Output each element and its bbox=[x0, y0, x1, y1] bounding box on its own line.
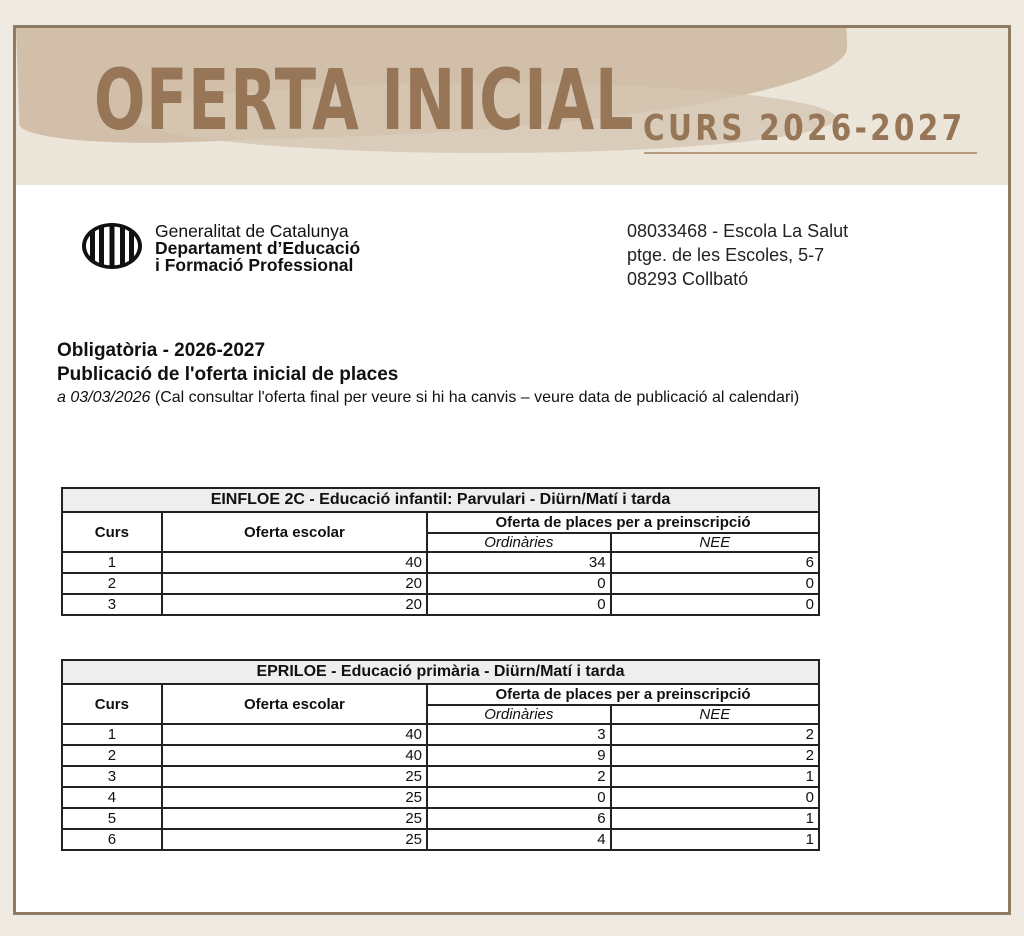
table-title: EPRILOE - Educació primària - Diürn/Matí i tarda bbox=[62, 660, 819, 684]
col-header-nee: NEE bbox=[611, 705, 819, 724]
cell-curs: 1 bbox=[62, 552, 162, 573]
table-row bbox=[62, 724, 819, 745]
page-frame bbox=[13, 25, 1011, 915]
generalitat-logo-icon bbox=[80, 221, 144, 271]
cell-oferta: 25 bbox=[162, 787, 427, 808]
cell-oferta: 25 bbox=[162, 766, 427, 787]
cell-curs: 1 bbox=[62, 724, 162, 745]
publication-date: a 03/03/2026 bbox=[57, 389, 151, 406]
col-header-places: Oferta de places per a preinscripció bbox=[427, 512, 819, 533]
cell-nee: 6 bbox=[611, 552, 819, 573]
cell-curs: 6 bbox=[62, 829, 162, 850]
cell-curs: 3 bbox=[62, 766, 162, 787]
cell-nee: 2 bbox=[611, 745, 819, 766]
col-header-oferta: Oferta escolar bbox=[162, 512, 427, 552]
banner-underline bbox=[644, 152, 977, 154]
cell-oferta: 25 bbox=[162, 808, 427, 829]
col-header-nee: NEE bbox=[611, 533, 819, 552]
cell-curs: 3 bbox=[62, 594, 162, 615]
school-city: 08293 Collbató bbox=[627, 269, 749, 289]
cell-curs: 5 bbox=[62, 808, 162, 829]
publication-note bbox=[57, 387, 799, 409]
col-header-curs: Curs bbox=[62, 512, 162, 552]
cell-oferta: 40 bbox=[162, 724, 427, 745]
cell-ordinaries: 4 bbox=[427, 829, 611, 850]
cell-ordinaries: 0 bbox=[427, 787, 611, 808]
cell-ordinaries: 9 bbox=[427, 745, 611, 766]
school-address: ptge. de les Escoles, 5-7 bbox=[627, 245, 825, 265]
heading-line-2: Publicació de l'oferta inicial de places bbox=[57, 364, 399, 385]
cell-nee: 0 bbox=[611, 594, 819, 615]
table-row bbox=[62, 787, 819, 808]
cell-nee: 1 bbox=[611, 766, 819, 787]
col-header-curs: Curs bbox=[62, 684, 162, 724]
cell-oferta: 20 bbox=[162, 594, 427, 615]
cell-ordinaries: 34 bbox=[427, 552, 611, 573]
heading-line-1: Obligatòria - 2026-2027 bbox=[57, 340, 266, 361]
cell-curs: 4 bbox=[62, 787, 162, 808]
cell-oferta: 40 bbox=[162, 745, 427, 766]
table-row bbox=[62, 552, 819, 573]
cell-ordinaries: 3 bbox=[427, 724, 611, 745]
cell-curs: 2 bbox=[62, 573, 162, 594]
col-header-ordinaries: Ordinàries bbox=[427, 533, 611, 552]
cell-ordinaries: 0 bbox=[427, 573, 611, 594]
department-name: Departament d’Educació bbox=[155, 238, 361, 258]
cell-nee: 2 bbox=[611, 724, 819, 745]
header-banner bbox=[16, 28, 1008, 185]
banner-subtitle: CURS 2026-2027 bbox=[643, 108, 966, 149]
cell-oferta: 25 bbox=[162, 829, 427, 850]
cell-ordinaries: 0 bbox=[427, 594, 611, 615]
cell-nee: 0 bbox=[611, 573, 819, 594]
cell-curs: 2 bbox=[62, 745, 162, 766]
col-header-places: Oferta de places per a preinscripció bbox=[427, 684, 819, 705]
cell-nee: 0 bbox=[611, 787, 819, 808]
offer-table-infantil bbox=[61, 487, 820, 616]
cell-ordinaries: 2 bbox=[427, 766, 611, 787]
col-header-ordinaries: Ordinàries bbox=[427, 705, 611, 724]
department-name-2: i Formació Professional bbox=[155, 255, 354, 275]
banner-title: OFERTA INICIAL bbox=[94, 51, 635, 149]
cell-oferta: 40 bbox=[162, 552, 427, 573]
generalitat-name: Generalitat de Catalunya bbox=[155, 221, 349, 241]
cell-oferta: 20 bbox=[162, 573, 427, 594]
table-row bbox=[62, 594, 819, 615]
table-row bbox=[62, 808, 819, 829]
table-row bbox=[62, 745, 819, 766]
cell-nee: 1 bbox=[611, 808, 819, 829]
school-info bbox=[627, 219, 848, 291]
generalitat-text bbox=[155, 223, 360, 274]
cell-ordinaries: 6 bbox=[427, 808, 611, 829]
table-title: EINFLOE 2C - Educació infantil: Parvulari - Diürn/Matí i tarda bbox=[62, 488, 819, 512]
school-code-name: 08033468 - Escola La Salut bbox=[627, 221, 849, 241]
table-row bbox=[62, 829, 819, 850]
col-header-oferta: Oferta escolar bbox=[162, 684, 427, 724]
cell-nee: 1 bbox=[611, 829, 819, 850]
publication-note-text: (Cal consultar l'oferta final per veure si hi ha canvis – veure data de publicació al calendari) bbox=[150, 389, 800, 406]
table-row bbox=[62, 573, 819, 594]
table-row bbox=[62, 766, 819, 787]
document-heading bbox=[57, 339, 799, 409]
offer-table-primaria bbox=[61, 659, 820, 851]
